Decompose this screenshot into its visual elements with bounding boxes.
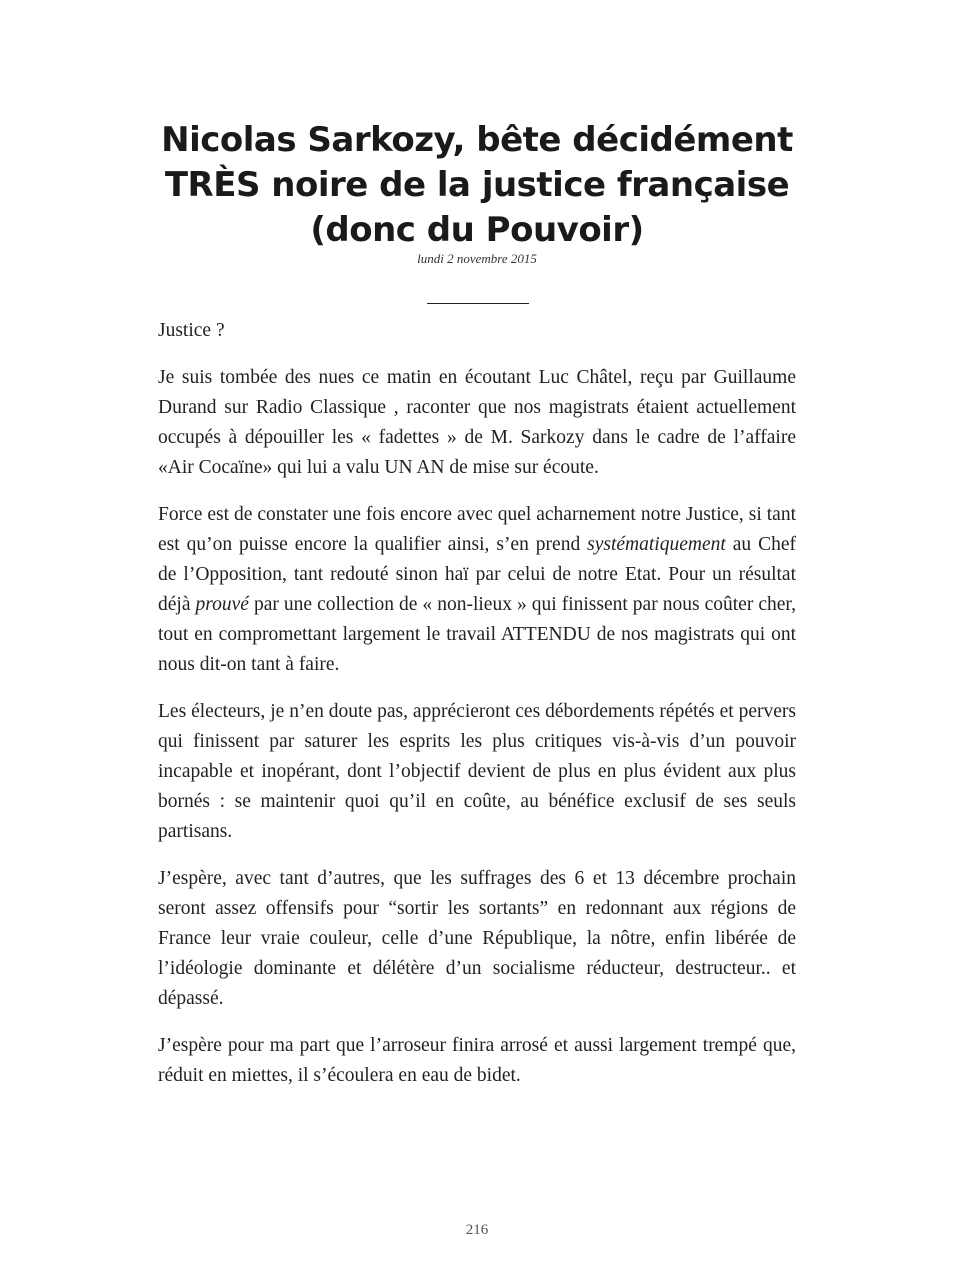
paragraph-3-emphasis-1: systématiquement bbox=[587, 534, 726, 555]
paragraph-4: Les électeurs, je n’en doute pas, apprécieront ces débordements répétés et pervers qui finissent par saturer les esprits les plus critiques vis-à-vis d’un pouvoir incapable et inopérant, dont l’objectif devient de plus en plus évident aux plus bornés : se maintenir quoi qu’il en coûte, au bénéfice exclusif de ses seuls partisans. bbox=[158, 701, 796, 842]
paragraph-3-part-b: au Chef de l’Opposition, tant redouté sinon haï par celui de notre Etat. Pour un résultat déjà bbox=[158, 534, 797, 615]
page-number: 216 bbox=[465, 1222, 489, 1238]
paragraph-3-part-a: Force est de constater une fois encore avec quel acharnement notre Justice, si tant est qu’on puisse encore la qualifier ainsi, s’en prend bbox=[158, 504, 796, 555]
article-body bbox=[158, 316, 796, 1108]
paragraph-1: Justice ? bbox=[158, 320, 225, 341]
paragraph-3-emphasis-2: prouvé bbox=[195, 594, 249, 615]
paragraph-6: J’espère pour ma part que l’arroseur finira arrosé et aussi largement trempé que, réduit en miettes, il s’écoulera en eau de bidet. bbox=[158, 1035, 796, 1086]
article-title: Nicolas Sarkozy, bête décidément TRÈS noire de la justice française (donc du Pouvoir) bbox=[161, 120, 793, 250]
article-date: lundi 2 novembre 2015 bbox=[417, 251, 537, 266]
paragraph-2: Je suis tombée des nues ce matin en écoutant Luc Châtel, reçu par Guillaume Durand sur Radio Classique , raconter que nos magistrats étaient actuellement occupés à dépouiller les « fadettes » de M. Sarkozy dans le cadre de l’affaire «Air Cocaïne» qui lui a valu UN AN de mise sur écoute. bbox=[158, 367, 796, 478]
title-separator bbox=[427, 303, 529, 304]
paragraph-3-part-c: par une collection de « non-lieux » qui finissent par nous coûter cher, tout en compromettant largement le travail ATTENDU de nos magistrats qui ont nous dit-on tant à faire. bbox=[158, 594, 796, 675]
paragraph-3 bbox=[158, 500, 796, 680]
paragraph-5: J’espère, avec tant d’autres, que les suffrages des 6 et 13 décembre prochain seront assez offensifs pour “sortir les sortants” en redonnant aux régions de France leur vraie couleur, celle d’une République, la nôtre, enfin libérée de l’idéologie dominante et délétère d’un socialisme réducteur, destructeur.. et dépassé. bbox=[158, 868, 796, 1009]
